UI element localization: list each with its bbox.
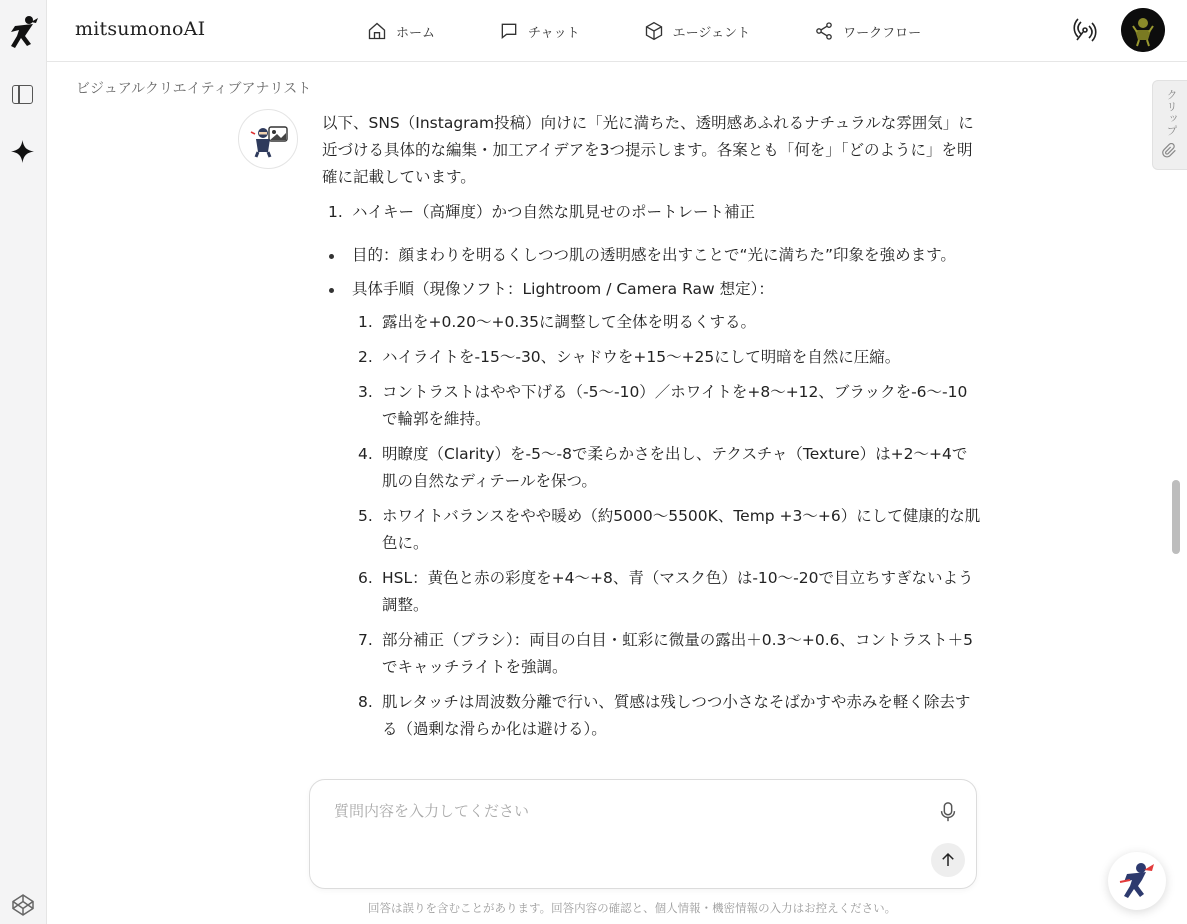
chat-icon: [499, 21, 519, 41]
top-header: [47, 0, 1187, 62]
arrow-up-icon: [939, 851, 957, 869]
send-button[interactable]: [931, 843, 965, 877]
cube-icon: [644, 21, 664, 41]
ninja-mascot-icon: [1108, 852, 1166, 910]
codepen-icon[interactable]: [11, 893, 35, 917]
brand-name[interactable]: mitsumonoAI: [75, 18, 206, 40]
chat-input-box: [309, 779, 977, 889]
step-item: [352, 503, 982, 557]
paperclip-icon: [1162, 143, 1178, 159]
clip-tab[interactable]: [1152, 80, 1187, 170]
agent-name: ビジュアルクリエイティブアナリスト: [76, 81, 312, 97]
step-text: 部分補正（ブラシ）：両目の白目・虹彩に微量の露出＋0.3〜+0.6、コントラスト＋5でキャッチライトを強調。: [382, 631, 973, 676]
clip-label: クリップ: [1165, 89, 1178, 137]
step-number: 6.: [358, 569, 373, 587]
nav-chat[interactable]: [499, 17, 580, 45]
step-item: [352, 441, 982, 495]
step-list: [352, 309, 982, 743]
question-input[interactable]: [334, 800, 914, 830]
step-item: [352, 565, 982, 619]
nav-home-label: ホーム: [396, 25, 436, 41]
step-number: 5.: [358, 507, 373, 525]
idea-title: ハイキー（高輝度）かつ自然な肌見せのポートレート補正: [352, 203, 756, 221]
user-avatar[interactable]: [1121, 8, 1165, 52]
step-item: [352, 379, 982, 433]
nav-agent[interactable]: [644, 17, 750, 45]
nav-home[interactable]: [367, 17, 435, 45]
ninja-logo-icon[interactable]: [7, 14, 39, 52]
nav-agent-label: エージェント: [672, 25, 751, 41]
step-text: 明瞭度（Clarity）を-5〜-8で柔らかさを出し、テクスチャ（Texture）は+2〜+4で肌の自然なディテールを保つ。: [382, 445, 968, 490]
step-number: 3.: [358, 383, 373, 401]
nav-chat-label: チャット: [528, 25, 580, 41]
assistant-fab-button[interactable]: [1108, 852, 1166, 910]
home-icon: [367, 21, 387, 41]
scrollbar-thumb[interactable]: [1172, 480, 1180, 554]
procedure-label: 具体手順（現像ソフト：Lightroom / Camera Raw 想定）：: [352, 280, 774, 298]
step-number: 7.: [358, 631, 373, 649]
share-nodes-icon: [814, 21, 834, 41]
step-number: 2.: [358, 348, 373, 366]
main-nav: [367, 17, 985, 45]
step-text: ホワイトバランスをやや暖め（約5000〜5500K、Temp +3〜+6）にして健康的な肌色に。: [382, 507, 981, 552]
step-text: コントラストはやや下げる（-5〜-10）／ホワイトを+8〜+12、ブラックを-6〜-10で輪郭を維持。: [382, 383, 968, 428]
assistant-message: [322, 110, 982, 770]
step-item: [352, 627, 982, 681]
message-intro: 以下、SNS（Instagram投稿）向けに「光に満ちた、透明感あふれるナチュラルな雰囲気」に近づける具体的な編集・加工アイデアを3つ提示します。各案とも「何を」「どのように」を明確に記載しています。: [322, 114, 974, 186]
idea-number: 1.: [328, 203, 343, 221]
idea-list: [322, 199, 982, 226]
nav-workflow[interactable]: [814, 17, 921, 45]
disclaimer-text: 回答は誤りを含むことがあります。回答内容の確認と、個人情報・機密情報の入力はお控えください。: [368, 901, 897, 915]
idea-detail-list: [322, 242, 982, 743]
step-number: 8.: [358, 693, 373, 711]
step-text: HSL：黄色と赤の彩度を+4〜+8、青（マスク色）は-10〜-20で目立ちすぎないよう調整。: [382, 569, 974, 614]
left-rail: [0, 0, 47, 924]
step-number: 1.: [358, 313, 373, 331]
ninja-with-picture-icon: [239, 110, 298, 169]
broadcast-icon[interactable]: [1073, 18, 1097, 42]
idea-item: [322, 199, 982, 226]
step-text: 肌レタッチは周波数分離で行い、質感は残しつつ小さなそばかすや赤みを軽く除去する（過剰な滑らか化は避ける）。: [382, 693, 971, 738]
sidebar-toggle-icon[interactable]: [12, 85, 33, 104]
step-text: ハイライトを-15〜-30、シャドウを+15〜+25にして明暗を自然に圧縮。: [382, 348, 901, 366]
procedure-item: [322, 276, 982, 743]
step-item: [352, 309, 982, 336]
step-item: [352, 689, 982, 743]
bot-avatar: [238, 109, 298, 169]
step-text: 露出を+0.20〜+0.35に調整して全体を明るくする。: [382, 313, 756, 331]
sparkle-icon[interactable]: [10, 139, 35, 164]
nav-workflow-label: ワークフロー: [843, 25, 922, 41]
microphone-icon[interactable]: [937, 800, 959, 824]
purpose-item: 目的：顔まわりを明るくしつつ肌の透明感を出すことで“光に満ちた”印象を強めます。: [322, 242, 982, 269]
step-number: 4.: [358, 445, 373, 463]
step-item: [352, 344, 982, 371]
avatar-figure-icon: [1121, 8, 1165, 52]
